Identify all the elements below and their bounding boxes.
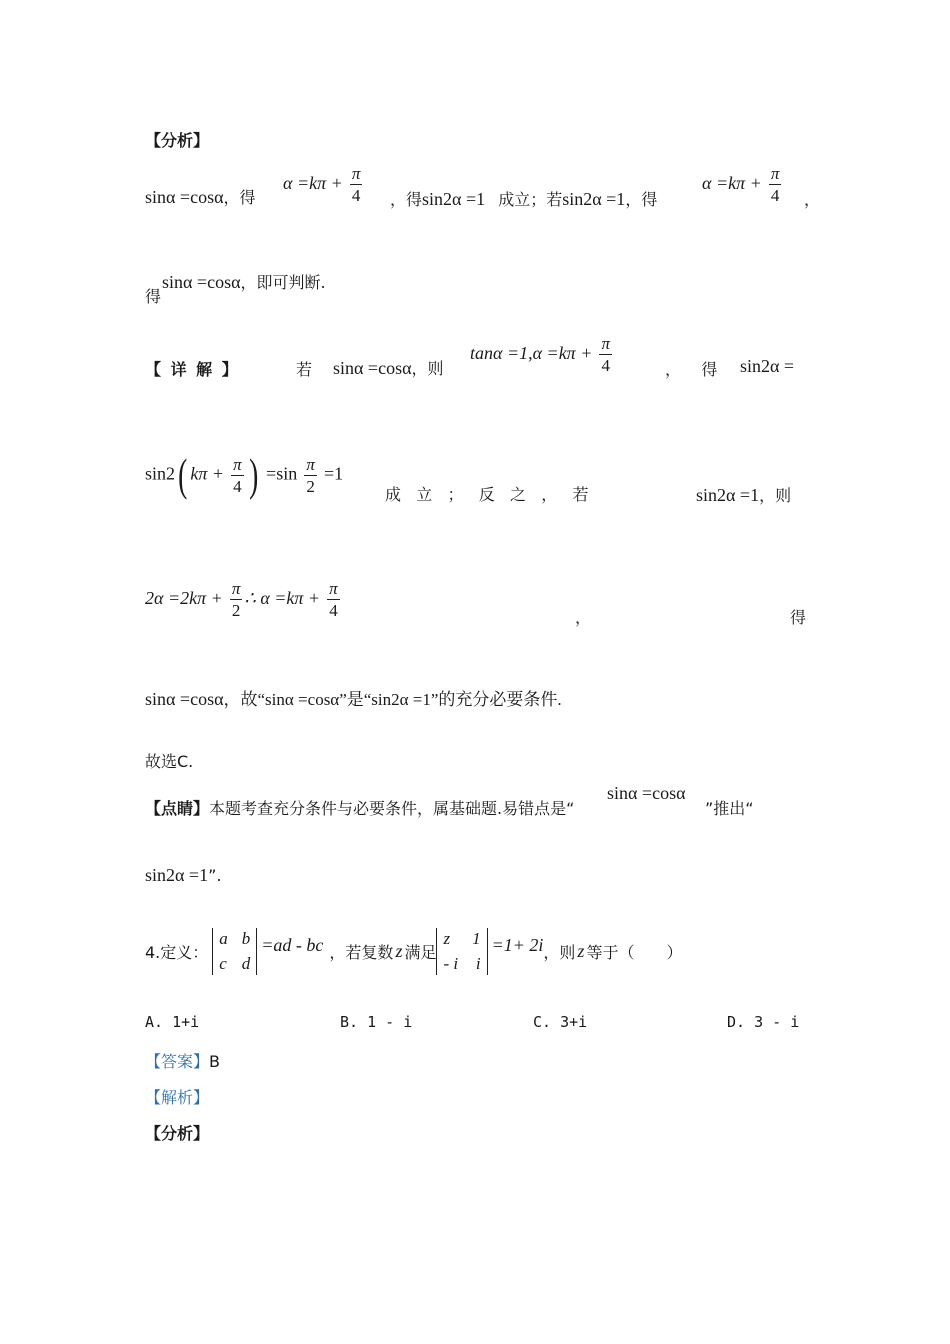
text: ，得 <box>390 190 423 209</box>
text: ， <box>575 608 592 627</box>
text: ，则 <box>411 359 444 378</box>
text: ，若复数 <box>329 943 394 963</box>
text: 满足 <box>404 943 437 963</box>
alpha-formula-2 <box>702 165 783 204</box>
determinant-definition: a b c d <box>212 928 257 975</box>
fraction: $\frac{\pi}{2}$ <box>306 454 315 496</box>
text: 成 立 ； 反 之 ， 若 <box>385 485 589 504</box>
answer-value: B <box>209 1052 220 1071</box>
equation: kπ + <box>190 463 224 484</box>
text: ， 得 <box>665 360 718 379</box>
answer-label: 【答案】 <box>145 1052 210 1071</box>
fraction: $\frac{\pi}{4}$ <box>601 334 610 375</box>
equation: =ad - bc <box>261 935 324 956</box>
comment-line <box>145 796 574 819</box>
text: 得 <box>145 287 162 306</box>
analysis-line-2 <box>162 270 326 293</box>
equation: sin2α = <box>740 356 795 376</box>
variable: z <box>577 941 585 962</box>
fraction: $\frac{\pi}{2}$ <box>231 579 241 620</box>
answer-choice-line: 故选C. <box>145 752 194 771</box>
detail-heading: 【 详 解 】 <box>145 360 240 379</box>
text: ，故“sinα =cosα”是“sin2α =1”的充分必要条件. <box>223 690 562 709</box>
option-b[interactable]: B. 1 - i <box>340 1013 413 1031</box>
question-number: 4.定义： <box>145 943 209 963</box>
text: ，即可判断. <box>240 273 326 292</box>
text: ， <box>804 190 821 209</box>
option-d[interactable]: D. 3 - i <box>727 1013 800 1031</box>
alpha-formula <box>283 165 364 204</box>
equation: ∴ α =kπ + <box>244 588 321 608</box>
analysis-heading: 【分析】 <box>145 131 210 150</box>
equation: sin2α =1 <box>422 189 486 209</box>
text: ”推出“ <box>705 799 754 818</box>
text: 等于（ ） <box>586 943 683 963</box>
detail-line-2b <box>696 483 791 506</box>
option-a[interactable]: A. 1+i <box>145 1013 200 1031</box>
fraction: $\frac{\pi}{4}$ <box>351 164 361 205</box>
text: 若 <box>296 360 313 379</box>
fraction: $\frac{\pi}{4}$ <box>233 454 242 496</box>
equation: =sin <box>266 463 298 484</box>
equation: sin2α =1 <box>145 865 209 885</box>
equation: tanα =1,α =kπ + <box>470 343 593 363</box>
equation: α =kπ + <box>283 173 343 193</box>
equation: =1 <box>323 463 344 484</box>
option-c[interactable]: C. 3+i <box>533 1013 588 1031</box>
detail-line-1 <box>333 356 444 379</box>
explanation-heading: 【解析】 <box>145 1088 210 1107</box>
analysis-line-1 <box>145 185 256 208</box>
text: ，则 <box>759 486 792 505</box>
equation: sin2α =1 <box>696 485 760 505</box>
equation: sinα =cosα <box>333 358 412 378</box>
text: 得 <box>790 608 807 627</box>
detail-line-3 <box>145 580 342 619</box>
fraction: $\frac{\pi}{4}$ <box>770 164 780 205</box>
equation: sin2 <box>145 463 176 484</box>
analysis-heading-2: 【分析】 <box>145 1124 210 1143</box>
equation: α =kπ + <box>702 173 762 193</box>
determinant-condition: z 1 - i i <box>436 928 487 975</box>
text: ”. <box>208 866 222 885</box>
detail-line-4 <box>145 685 562 710</box>
equation: sin2α =1 <box>562 189 626 209</box>
comment-line-2 <box>145 865 221 886</box>
equation: sinα =cosα <box>162 272 241 292</box>
equation: sinα =cosα <box>607 783 686 803</box>
text: ，则 <box>543 943 576 963</box>
question-4 <box>145 928 682 975</box>
fraction: $\frac{\pi}{4}$ <box>329 579 338 620</box>
text: ，得 <box>625 190 658 209</box>
text: 本题考查充分条件与必要条件，属基础题.易错点是“ <box>209 799 575 818</box>
variable: z <box>395 941 403 962</box>
tan-formula <box>470 335 614 374</box>
equation: =1+ 2i <box>491 935 544 956</box>
detail-line-2: sin2( kπ + $\frac{\pi}{4}$ ) =sin $\frac{\pi}{2}$ =1 <box>145 449 344 500</box>
text: ，得 <box>223 188 256 207</box>
equation: sinα =cosα <box>145 689 224 709</box>
comment-heading: 【点睛】 <box>145 799 210 818</box>
text: 成立；若 <box>498 190 563 209</box>
equation: sinα =cosα <box>145 187 224 207</box>
equation: 2α =2kπ + <box>145 588 223 608</box>
answer-line <box>145 1049 220 1072</box>
analysis-line-1b <box>390 187 657 210</box>
